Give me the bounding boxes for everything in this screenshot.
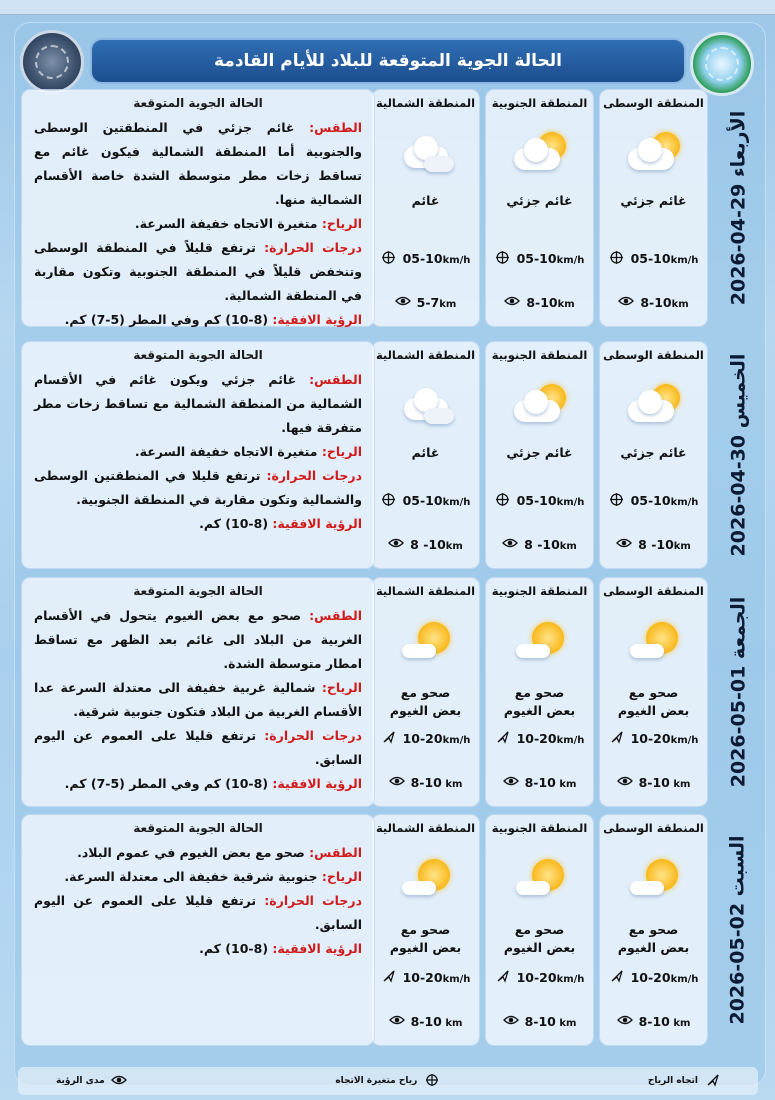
wind-direction-icon xyxy=(609,730,625,746)
region-card xyxy=(486,578,593,806)
forecast-text: (8-10) كم وفي المطر (5-7) كم. xyxy=(64,312,273,327)
forecast-text: متغيرة الاتجاه خفيفة السرعة. xyxy=(134,216,322,231)
region-card xyxy=(486,342,593,568)
eye-icon xyxy=(504,294,520,310)
wind-speed xyxy=(378,250,473,266)
visibility-value: 8-10 xyxy=(410,1013,442,1029)
forecast-line xyxy=(34,440,362,464)
wind-direction-icon xyxy=(704,1073,720,1089)
wind-unit: km/h xyxy=(670,254,699,266)
visibility-unit: km xyxy=(669,778,691,790)
wind-value: 10-20 xyxy=(402,730,443,746)
visibility-unit: km xyxy=(441,778,463,790)
visibility-unit: km xyxy=(673,540,691,552)
wind-value: 05-10 xyxy=(402,492,443,508)
top-strip xyxy=(0,0,775,15)
wind-unit: km/h xyxy=(442,973,471,985)
forecast-label: الرؤية الافقية: xyxy=(272,941,362,956)
region-title: المنطقة الشمالية xyxy=(375,821,476,835)
partly-cloudy-icon xyxy=(508,380,572,434)
wind-speed xyxy=(378,969,473,985)
forecast-text-card xyxy=(22,342,374,568)
region-card xyxy=(600,342,707,568)
forecast-line xyxy=(34,116,362,212)
page-title: الحالة الجوية المتوقعة للبلاد للأيام القادمة xyxy=(90,38,686,84)
forecast-line xyxy=(34,676,362,724)
forecast-text: ترتفع قليلاً في المنطقة الوسطى وتنخفض قليلاً في المنطقة الجنوبية وتكون مقاربة في المنطقة الشمالية. xyxy=(34,240,362,303)
forecast-line xyxy=(34,212,362,236)
sunny-cloud-icon xyxy=(508,616,572,670)
wind-speed xyxy=(492,250,587,266)
eye-icon xyxy=(503,1013,519,1029)
weather-condition: صحو مع بعض الغيوم xyxy=(503,685,576,718)
environment-ministry-logo xyxy=(690,32,754,96)
wind-value: 10-20 xyxy=(516,969,557,985)
weather-condition: صحو مع بعض الغيوم xyxy=(617,685,690,718)
wind-value: 05-10 xyxy=(402,250,443,266)
visibility-value: 8-10 xyxy=(410,774,442,790)
wind-unit: km/h xyxy=(670,496,699,508)
weather-condition: صحو مع بعض الغيوم xyxy=(503,922,576,955)
forecast-card-title: الحالة الجوية المتوقعة xyxy=(133,348,263,362)
weather-condition: صحو مع بعض الغيوم xyxy=(389,685,462,718)
day-date xyxy=(708,815,768,1045)
day-date-label: الجمعة 01-05-2026 xyxy=(727,596,749,788)
wind-direction-icon xyxy=(495,730,511,746)
visibility xyxy=(492,294,587,310)
variable-wind-icon xyxy=(609,492,625,508)
region-title: المنطقة الجنوبية xyxy=(491,96,588,110)
region-title: المنطقة الوسطى xyxy=(603,584,704,598)
forecast-card-title: الحالة الجوية المتوقعة xyxy=(133,96,263,110)
region-card xyxy=(486,815,593,1045)
variable-wind-icon xyxy=(381,492,397,508)
region-title: المنطقة الوسطى xyxy=(603,96,704,110)
forecast-text-card xyxy=(22,578,374,806)
wind-value: 10-20 xyxy=(516,730,557,746)
eye-icon xyxy=(617,1013,633,1029)
eye-icon xyxy=(111,1073,127,1089)
variable-wind-icon xyxy=(423,1073,439,1089)
forecast-line xyxy=(34,724,362,772)
wind-unit: km/h xyxy=(670,734,699,746)
eye-icon xyxy=(502,536,518,552)
forecast-body xyxy=(22,362,374,536)
visibility-unit: km xyxy=(439,298,457,310)
wind-unit: km/h xyxy=(442,496,471,508)
forecast-label: الرؤية الافقية: xyxy=(272,776,362,791)
weather-condition: غائم جزئي xyxy=(620,193,687,208)
visibility-unit: km xyxy=(555,1017,577,1029)
forecast-line xyxy=(34,841,362,865)
visibility xyxy=(606,1013,701,1029)
forecast-label: الرياح: xyxy=(321,444,362,459)
forecast-text: متغيرة الاتجاه خفيفة السرعة. xyxy=(134,444,322,459)
forecast-text: ترتفع قليلا في المنطقتين الوسطى والشمالية وتكون مقاربة في المنطقة الجنوبية. xyxy=(34,468,362,507)
day-section xyxy=(14,578,766,806)
day-date-label: الأربعاء 29-04-2026 xyxy=(727,110,749,306)
wind-unit: km/h xyxy=(556,734,585,746)
forecast-body xyxy=(22,110,374,332)
visibility xyxy=(492,774,587,790)
visibility-value: 8-10 xyxy=(640,294,672,310)
region-title: المنطقة الشمالية xyxy=(375,348,476,362)
wind-speed xyxy=(492,492,587,508)
variable-wind-icon xyxy=(495,250,511,266)
visibility xyxy=(378,1013,473,1029)
region-card xyxy=(372,578,479,806)
partly-cloudy-icon xyxy=(622,128,686,182)
forecast-line xyxy=(34,604,362,676)
wind-value: 05-10 xyxy=(516,492,557,508)
weather-condition: غائم جزئي xyxy=(620,445,687,460)
day-date xyxy=(708,578,768,806)
day-date-label: السبت 02-05-2026 xyxy=(727,835,750,1025)
wind-unit: km/h xyxy=(556,496,585,508)
variable-wind-icon xyxy=(495,492,511,508)
weather-agency-logo xyxy=(20,30,84,94)
eye-icon xyxy=(616,536,632,552)
region-title: المنطقة الجنوبية xyxy=(491,584,588,598)
forecast-line xyxy=(34,889,362,937)
forecast-text: (8-10) كم. xyxy=(199,941,273,956)
forecast-line xyxy=(34,772,362,796)
wind-direction-icon xyxy=(381,969,397,985)
forecast-text: ترتفع قليلا على العموم عن اليوم السابق. xyxy=(34,893,362,932)
forecast-label: الطقس: xyxy=(309,120,362,135)
forecast-body xyxy=(22,835,374,961)
wind-speed xyxy=(378,730,473,746)
legend-variable-wind: رياح متغيرة الاتجاه xyxy=(335,1073,439,1089)
forecast-label: الرياح: xyxy=(321,680,362,695)
wind-speed xyxy=(606,969,701,985)
visibility xyxy=(606,536,701,552)
visibility xyxy=(606,774,701,790)
forecast-text: جنوبية شرقية خفيفة الى معتدلة السرعة. xyxy=(64,869,322,884)
forecast-label: الطقس: xyxy=(309,372,362,387)
eye-icon xyxy=(389,774,405,790)
forecast-text-card xyxy=(22,90,374,326)
region-card xyxy=(372,90,479,326)
wind-direction-icon xyxy=(381,730,397,746)
visibility-value: 8 -10 xyxy=(524,536,560,552)
forecast-label: درجات الحرارة: xyxy=(264,240,362,255)
visibility-unit: km xyxy=(669,1017,691,1029)
forecast-line xyxy=(34,512,362,536)
wind-value: 05-10 xyxy=(516,250,557,266)
forecast-label: درجات الحرارة: xyxy=(264,893,362,908)
wind-unit: km/h xyxy=(556,973,585,985)
forecast-text: صحو مع بعض الغيوم في عموم البلاد. xyxy=(77,845,310,860)
forecast-text: شمالية غربية خفيفة الى معتدلة السرعة عدا الأقسام الغربية من البلاد فتكون جنوبية شرقية. xyxy=(34,680,362,719)
visibility-value: 8-10 xyxy=(524,1013,556,1029)
forecast-text: غائم جزئي في المنطقتين الوسطى والجنوبية أما المنطقة الشمالية فيكون غائم مع تساقط زخات مطر متوسطة الشدة خاصة الأقسام الشمالية منها. xyxy=(34,120,362,207)
wind-direction-icon xyxy=(495,969,511,985)
wind-speed xyxy=(606,250,701,266)
forecast-line xyxy=(34,368,362,440)
forecast-body xyxy=(22,598,374,796)
wind-value: 05-10 xyxy=(630,250,671,266)
sunny-cloud-icon xyxy=(394,616,458,670)
day-date-label: الخميس 30-04-2026 xyxy=(727,353,750,557)
forecast-label: الرؤية الافقية: xyxy=(272,312,362,327)
forecast-label: درجات الحرارة: xyxy=(264,728,362,743)
eye-icon xyxy=(617,774,633,790)
wind-value: 05-10 xyxy=(630,492,671,508)
wind-speed xyxy=(492,730,587,746)
visibility xyxy=(378,536,473,552)
weather-condition: غائم xyxy=(411,193,440,208)
region-title: المنطقة الجنوبية xyxy=(491,348,588,362)
visibility-unit: km xyxy=(441,1017,463,1029)
eye-icon xyxy=(395,294,411,310)
region-title: المنطقة الوسطى xyxy=(603,348,704,362)
forecast-text: (8-10) كم وفي المطر (5-7) كم. xyxy=(64,776,273,791)
forecast-label: الرؤية الافقية: xyxy=(272,516,362,531)
wind-value: 10-20 xyxy=(402,969,443,985)
visibility-unit: km xyxy=(671,298,689,310)
day-section xyxy=(14,815,766,1045)
visibility-unit: km xyxy=(559,540,577,552)
visibility-value: 5-7 xyxy=(416,294,440,310)
forecast-label: الرياح: xyxy=(321,216,362,231)
region-title: المنطقة الشمالية xyxy=(375,584,476,598)
weather-condition: صحو مع بعض الغيوم xyxy=(389,922,462,955)
forecast-line xyxy=(34,464,362,512)
sunny-cloud-icon xyxy=(394,853,458,907)
forecast-label: درجات الحرارة: xyxy=(266,468,362,483)
wind-unit: km/h xyxy=(556,254,585,266)
legend-visibility: مدى الرؤية xyxy=(56,1073,127,1089)
weather-condition: غائم جزئي xyxy=(506,445,573,460)
visibility-unit: km xyxy=(555,778,577,790)
region-card xyxy=(372,815,479,1045)
variable-wind-icon xyxy=(609,250,625,266)
day-date xyxy=(708,90,768,326)
visibility xyxy=(378,294,473,310)
forecast-text: ترتفع قليلا على العموم عن اليوم السابق. xyxy=(34,728,362,767)
weather-condition: صحو مع بعض الغيوم xyxy=(617,922,690,955)
wind-value: 10-20 xyxy=(630,969,671,985)
sunny-cloud-icon xyxy=(622,616,686,670)
wind-speed xyxy=(606,730,701,746)
forecast-label: الطقس: xyxy=(309,608,362,623)
visibility-value: 8 -10 xyxy=(410,536,446,552)
visibility-value: 8-10 xyxy=(638,1013,670,1029)
forecast-line xyxy=(34,236,362,308)
region-card xyxy=(486,90,593,326)
forecast-text: (8-10) كم. xyxy=(199,516,273,531)
region-title: المنطقة الشمالية xyxy=(375,96,476,110)
visibility-unit: km xyxy=(557,298,575,310)
forecast-line xyxy=(34,865,362,889)
sunny-cloud-icon xyxy=(508,853,572,907)
sunny-cloud-icon xyxy=(622,853,686,907)
variable-wind-icon xyxy=(381,250,397,266)
wind-unit: km/h xyxy=(670,973,699,985)
wind-unit: km/h xyxy=(442,254,471,266)
region-title: المنطقة الجنوبية xyxy=(491,821,588,835)
legend-wind-direction: اتجاه الرياح xyxy=(648,1073,720,1089)
visibility-value: 8-10 xyxy=(526,294,558,310)
forecast-text: صحو مع بعض الغيوم يتحول في الأقسام الغربية من البلاد الى غائم بعد الظهر مع تساقط امطار متوسطة الشدة. xyxy=(34,608,362,671)
wind-speed xyxy=(492,969,587,985)
wind-direction-icon xyxy=(609,969,625,985)
region-card xyxy=(372,342,479,568)
forecast-card-title: الحالة الجوية المتوقعة xyxy=(133,584,263,598)
wind-speed xyxy=(606,492,701,508)
forecast-line xyxy=(34,308,362,332)
cloudy-icon xyxy=(394,380,458,434)
eye-icon xyxy=(503,774,519,790)
day-section xyxy=(14,342,766,568)
weather-condition: غائم جزئي xyxy=(506,193,573,208)
forecast-card-title: الحالة الجوية المتوقعة xyxy=(133,821,263,835)
eye-icon xyxy=(618,294,634,310)
weather-condition: غائم xyxy=(411,445,440,460)
cloudy-icon xyxy=(394,128,458,182)
day-section xyxy=(14,90,766,326)
visibility-value: 8-10 xyxy=(638,774,670,790)
partly-cloudy-icon xyxy=(622,380,686,434)
region-card xyxy=(600,578,707,806)
visibility xyxy=(492,1013,587,1029)
wind-value: 10-20 xyxy=(630,730,671,746)
eye-icon xyxy=(389,1013,405,1029)
partly-cloudy-icon xyxy=(508,128,572,182)
day-date xyxy=(708,342,768,568)
region-card xyxy=(600,815,707,1045)
visibility xyxy=(378,774,473,790)
forecast-text: غائم جزئي ويكون غائم في الأقسام الشمالية من المنطقة الشمالية مع تساقط زخات مطر متفرقة فيها. xyxy=(34,372,362,435)
visibility xyxy=(492,536,587,552)
visibility-value: 8 -10 xyxy=(638,536,674,552)
region-card xyxy=(600,90,707,326)
forecast-label: الطقس: xyxy=(309,845,362,860)
forecast-text-card xyxy=(22,815,374,1045)
visibility xyxy=(606,294,701,310)
visibility-unit: km xyxy=(445,540,463,552)
forecast-label: الرياح: xyxy=(321,869,362,884)
visibility-value: 8-10 xyxy=(524,774,556,790)
legend-bar xyxy=(18,1067,758,1095)
wind-unit: km/h xyxy=(442,734,471,746)
region-title: المنطقة الوسطى xyxy=(603,821,704,835)
eye-icon xyxy=(388,536,404,552)
wind-speed xyxy=(378,492,473,508)
forecast-line xyxy=(34,937,362,961)
